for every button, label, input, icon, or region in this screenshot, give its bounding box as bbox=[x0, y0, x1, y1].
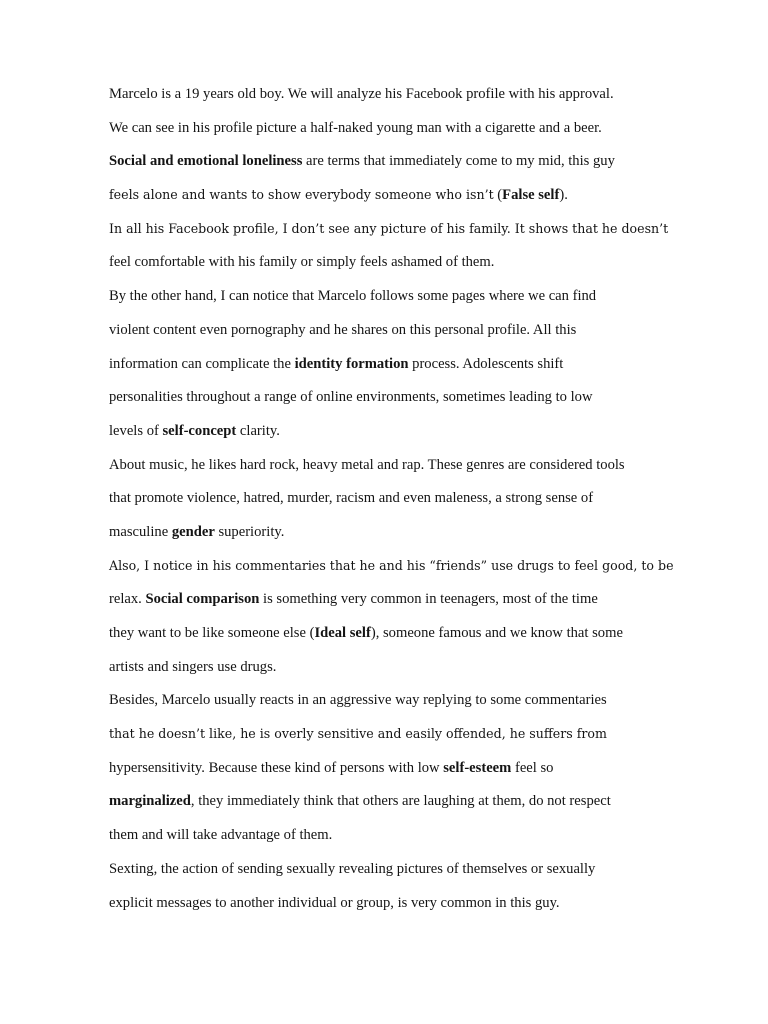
text-line bbox=[109, 286, 669, 320]
text-line bbox=[109, 84, 669, 118]
text-line bbox=[109, 320, 669, 354]
text-span: relax. bbox=[109, 591, 146, 608]
text-span: Marcelo is a 19 years old boy. We will analyze his Facebook profile with his approval. bbox=[109, 86, 614, 102]
text-span: , they immediately think that others are laughing at them, do not respect bbox=[190, 793, 611, 810]
text-line bbox=[109, 118, 669, 152]
text-span: artists and singers use drugs. bbox=[109, 658, 277, 675]
text-span: Also, I notice in his commentaries that he and his “friends” use drugs to feel good, to be bbox=[109, 557, 674, 573]
text-span: About music, he likes hard rock, heavy metal and rap. These genres are considered tools bbox=[109, 456, 625, 473]
bold-term: marginalized bbox=[109, 793, 191, 810]
bold-term: self-concept bbox=[162, 422, 237, 439]
text-span: masculine bbox=[109, 523, 172, 540]
text-line bbox=[109, 758, 669, 792]
text-span: them and will take advantage of them. bbox=[109, 827, 333, 844]
text-line bbox=[109, 859, 669, 893]
bold-term: identity formation bbox=[294, 355, 409, 372]
text-line bbox=[109, 657, 669, 691]
text-span: process. Adolescents shift bbox=[408, 355, 564, 372]
text-line bbox=[109, 690, 669, 724]
text-line bbox=[109, 151, 669, 185]
bold-term: gender bbox=[171, 523, 215, 540]
text-span: explicit messages to another individual or group, is very common in this guy. bbox=[109, 894, 560, 911]
text-span: ( bbox=[493, 187, 503, 204]
text-span: violent content even pornography and he shares on this personal profile. All this bbox=[109, 321, 577, 338]
text-line bbox=[109, 252, 669, 286]
text-span: hypersensitivity. Because these kind of persons with low bbox=[109, 759, 444, 776]
text-span: We can see in his profile picture a half-naked young man with a cigarette and a beer. bbox=[109, 119, 602, 136]
text-line bbox=[109, 219, 669, 253]
bold-term: Social and emotional loneliness bbox=[109, 153, 303, 170]
text-span: ). bbox=[559, 187, 568, 204]
bold-term: Social comparison bbox=[145, 591, 260, 608]
text-span: are terms that immediately come to my mid, this guy bbox=[302, 153, 615, 170]
bold-term: Ideal self bbox=[314, 625, 371, 641]
text-span: In all his Facebook profile, I don’t see any picture of his family. It shows that he doesn’t bbox=[109, 220, 669, 236]
text-line bbox=[109, 556, 674, 590]
text-span: ), someone famous and we know that some bbox=[370, 625, 623, 641]
bold-term: self-esteem bbox=[443, 759, 512, 776]
text-span: feel comfortable with his family or simply feels ashamed of them. bbox=[109, 254, 495, 271]
text-span: feels alone and wants to show everybody someone who isn’t bbox=[109, 187, 494, 203]
text-line bbox=[109, 724, 669, 758]
document-body bbox=[109, 84, 674, 926]
text-line bbox=[109, 825, 669, 859]
text-line bbox=[109, 589, 669, 623]
text-span: personalities throughout a range of online environments, sometimes leading to low bbox=[109, 389, 593, 406]
text-span: clarity. bbox=[236, 422, 280, 439]
text-span: that he doesn’t like, he is overly sensitive and easily offended, he suffers from bbox=[109, 726, 607, 742]
text-span: feel so bbox=[511, 759, 554, 776]
text-line bbox=[109, 791, 669, 825]
bold-term: False self bbox=[502, 187, 560, 204]
text-span: they want to be like someone else ( bbox=[109, 625, 315, 641]
text-span: Sexting, the action of sending sexually revealing pictures of themselves or sexually bbox=[109, 860, 596, 877]
text-line bbox=[109, 522, 669, 556]
text-span: By the other hand, I can notice that Marcelo follows some pages where we can find bbox=[109, 288, 597, 305]
text-line bbox=[109, 455, 669, 489]
text-span: Besides, Marcelo usually reacts in an aggressive way replying to some commentaries bbox=[109, 692, 607, 709]
text-span: is something very common in teenagers, most of the time bbox=[259, 591, 598, 608]
text-line bbox=[109, 387, 669, 421]
text-line bbox=[109, 421, 669, 455]
text-line bbox=[109, 623, 669, 657]
text-line bbox=[109, 893, 669, 927]
text-span: levels of bbox=[109, 422, 163, 439]
text-line bbox=[109, 354, 669, 388]
text-span: that promote violence, hatred, murder, racism and even maleness, a strong sense of bbox=[109, 490, 594, 507]
text-span: superiority. bbox=[214, 523, 285, 540]
text-line bbox=[109, 488, 669, 522]
text-span: information can complicate the bbox=[109, 355, 295, 372]
text-line bbox=[109, 185, 669, 219]
